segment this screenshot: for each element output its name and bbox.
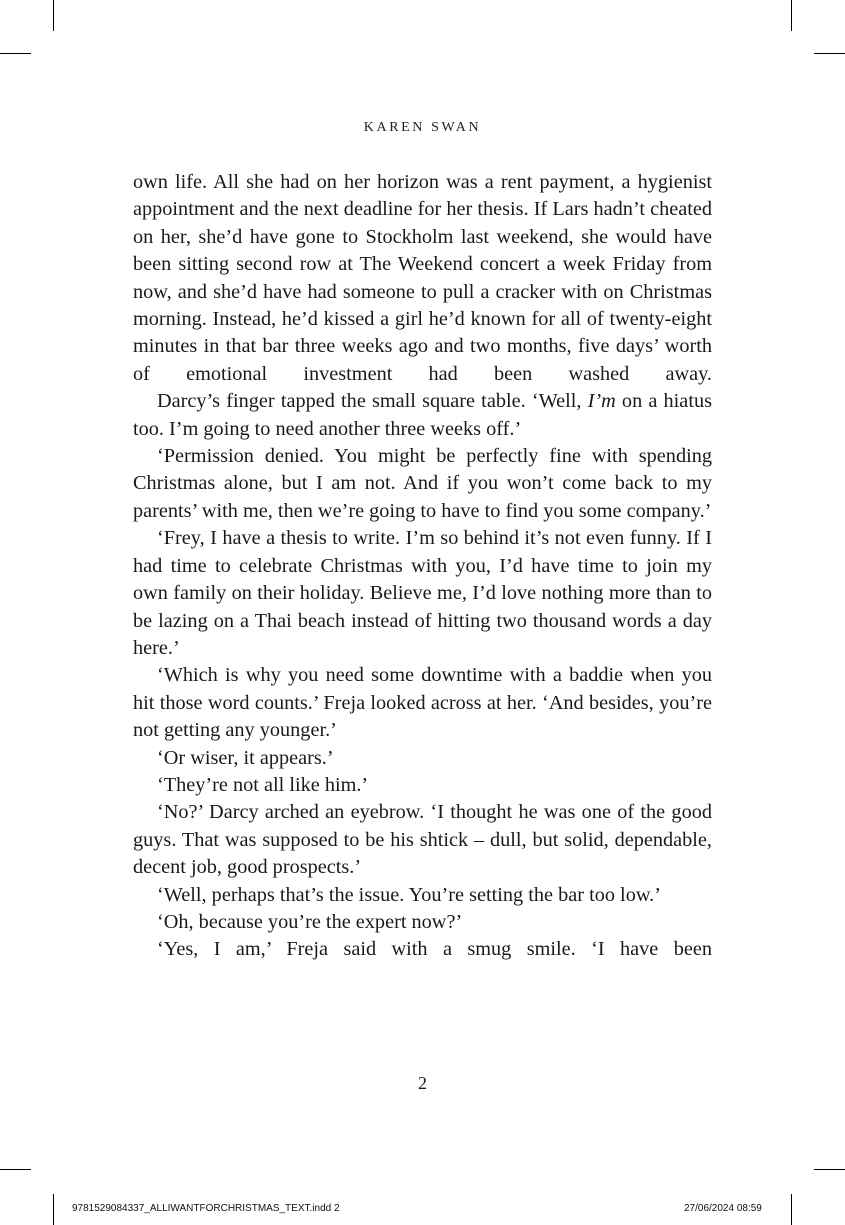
crop-mark-bottom-left: [53, 1194, 54, 1225]
crop-mark-right-upper: [814, 53, 845, 54]
paragraph: ‘Or wiser, it appears.’: [157, 746, 334, 769]
crop-mark-left-lower: [0, 1169, 31, 1170]
paragraph: ‘Well, perhaps that’s the issue. You’re setting the bar too low.’: [157, 883, 661, 906]
paragraph: [133, 388, 712, 443]
crop-mark-bottom-right: [791, 1194, 792, 1225]
paragraph: ‘Yes, I am,’ Freja said with a smug smile. ‘I have been: [157, 938, 712, 961]
crop-mark-top-right: [791, 0, 792, 31]
running-head: KAREN SWAN: [363, 120, 482, 135]
paragraph-text: Darcy’s finger tapped the small square table. ‘Well,: [157, 390, 588, 413]
crop-mark-top-left: [53, 0, 54, 31]
paragraph: ‘Permission denied. You might be perfectly fine with spending Christmas alone, but I am not. And if you won’t come back to my parents’ with me, then we’re going to have to find you some company.’: [133, 445, 712, 522]
body-text: [133, 169, 712, 964]
slug-datetime: 27/06/2024 08:59: [684, 1203, 762, 1214]
slug-filename: 9781529084337_ALLIWANTFORCHRISTMAS_TEXT.indd 2: [72, 1203, 340, 1214]
crop-mark-right-lower: [814, 1169, 845, 1170]
paragraph: ‘They’re not all like him.’: [157, 773, 369, 796]
page-number: 2: [418, 1073, 427, 1093]
paragraph-text: on a hiatus too. I’m going to need another three weeks off.’: [133, 390, 712, 440]
paragraph: ‘Which is why you need some downtime with a baddie when you hit those word counts.’ Freja looked across at her. ‘And besides, you’re not getting any younger.’: [133, 664, 712, 742]
emphasis-text: I’m: [587, 390, 616, 413]
paragraph: ‘No?’ Darcy arched an eyebrow. ‘I thought he was one of the good guys. That was supposed to be his shtick – dull, but solid, dependable, decent job, good prospects.’: [133, 801, 712, 879]
paragraph: own life. All she had on her horizon was a rent payment, a hygienist appointment and the next deadline for her thesis. If Lars hadn’t cheated on her, she’d have gone to Stockholm last weekend, she would have been sitting second row at The Weekend concert a week Friday from now, and she’d have had someone to pull a cracker with on Christmas morning. Instead, he’d kissed a girl he’d known for all of twenty-eight minutes in that bar three weeks ago and two months, five days’ worth of emotional investment had been washed away.: [133, 171, 712, 385]
paragraph: ‘Oh, because you’re the expert now?’: [157, 910, 463, 933]
crop-mark-left-upper: [0, 53, 31, 54]
paragraph: ‘Frey, I have a thesis to write. I’m so behind it’s not even funny. If I had time to celebrate Christmas with you, I’d have time to join my own family on their holiday. Believe me, I’d love nothing more than to be lazing on a Thai beach instead of hitting two thousand words a day here.’: [133, 527, 712, 659]
